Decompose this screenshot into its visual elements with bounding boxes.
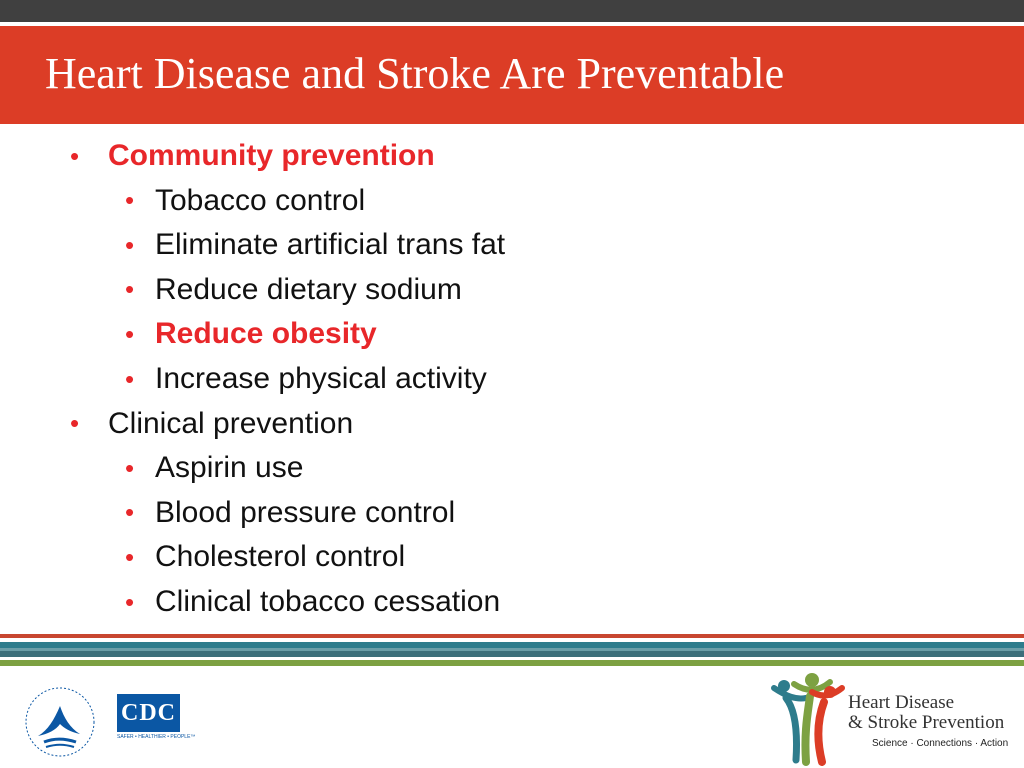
cdc-logo-icon [117, 694, 196, 744]
bullet-text: Eliminate artificial trans fat [155, 228, 506, 262]
bullet-dot-icon: • [125, 363, 135, 394]
cdc-logo-text: CDC [117, 694, 180, 732]
bullet-level2-item [125, 268, 462, 312]
bullet-level2-item [125, 312, 377, 356]
bullet-text: Clinical tobacco cessation [155, 585, 501, 618]
bullet-dot-icon: • [125, 185, 135, 216]
bullet-text: Cholesterol control [155, 540, 406, 574]
bullet-dot-icon: • [125, 497, 135, 528]
bullet-level2-item [125, 179, 365, 223]
bullet-dot-icon: • [125, 318, 135, 349]
bullet-dot-icon: • [125, 229, 135, 260]
bullet-level2-item [125, 446, 303, 490]
bullet-level1-item [70, 134, 435, 178]
hdsp-title-line2: & Stroke Prevention [848, 712, 1005, 733]
bullet-level2-item [125, 580, 500, 624]
bullet-level2-item [125, 535, 405, 579]
bullet-dot-icon: • [70, 140, 80, 171]
top-dark-bar [0, 0, 1024, 22]
bullet-level2-item [125, 223, 505, 267]
bullet-text: Community prevention [108, 139, 435, 172]
slide-title: Heart Disease and Stroke Are Preventable [45, 49, 785, 98]
title-bar [0, 26, 1024, 124]
bullet-text: Reduce dietary sodium [155, 272, 462, 306]
bullet-dot-icon: • [125, 541, 135, 572]
bullet-dot-icon: • [125, 274, 135, 305]
cdc-tagline: SAFER • HEALTHIER • PEOPLE™ [117, 734, 196, 740]
hdsp-figures-icon [766, 668, 846, 766]
bullet-dot-icon: • [70, 408, 80, 439]
bullet-dot-icon: • [125, 452, 135, 483]
bullet-level2-item [125, 357, 487, 401]
bullet-text: Aspirin use [155, 451, 304, 485]
hdsp-logo [766, 668, 1016, 766]
footer-logos [0, 666, 1024, 768]
bullet-text: Reduce obesity [155, 317, 377, 351]
bullet-text: Increase physical activity [155, 362, 487, 395]
bullet-text: Blood pressure control [155, 495, 456, 529]
bullet-level2-item [125, 491, 455, 535]
bullet-dot-icon: • [125, 586, 135, 617]
bullet-level1-item [70, 402, 353, 446]
hdsp-tagline: Science · Connections · Action [872, 738, 1009, 749]
hhs-eagle-seal-icon [20, 684, 100, 760]
hdsp-title-line1: Heart Disease [848, 692, 955, 713]
bullet-text: Tobacco control [155, 183, 366, 217]
decorative-stripes [0, 634, 1024, 666]
bullet-text: Clinical prevention [108, 406, 354, 440]
